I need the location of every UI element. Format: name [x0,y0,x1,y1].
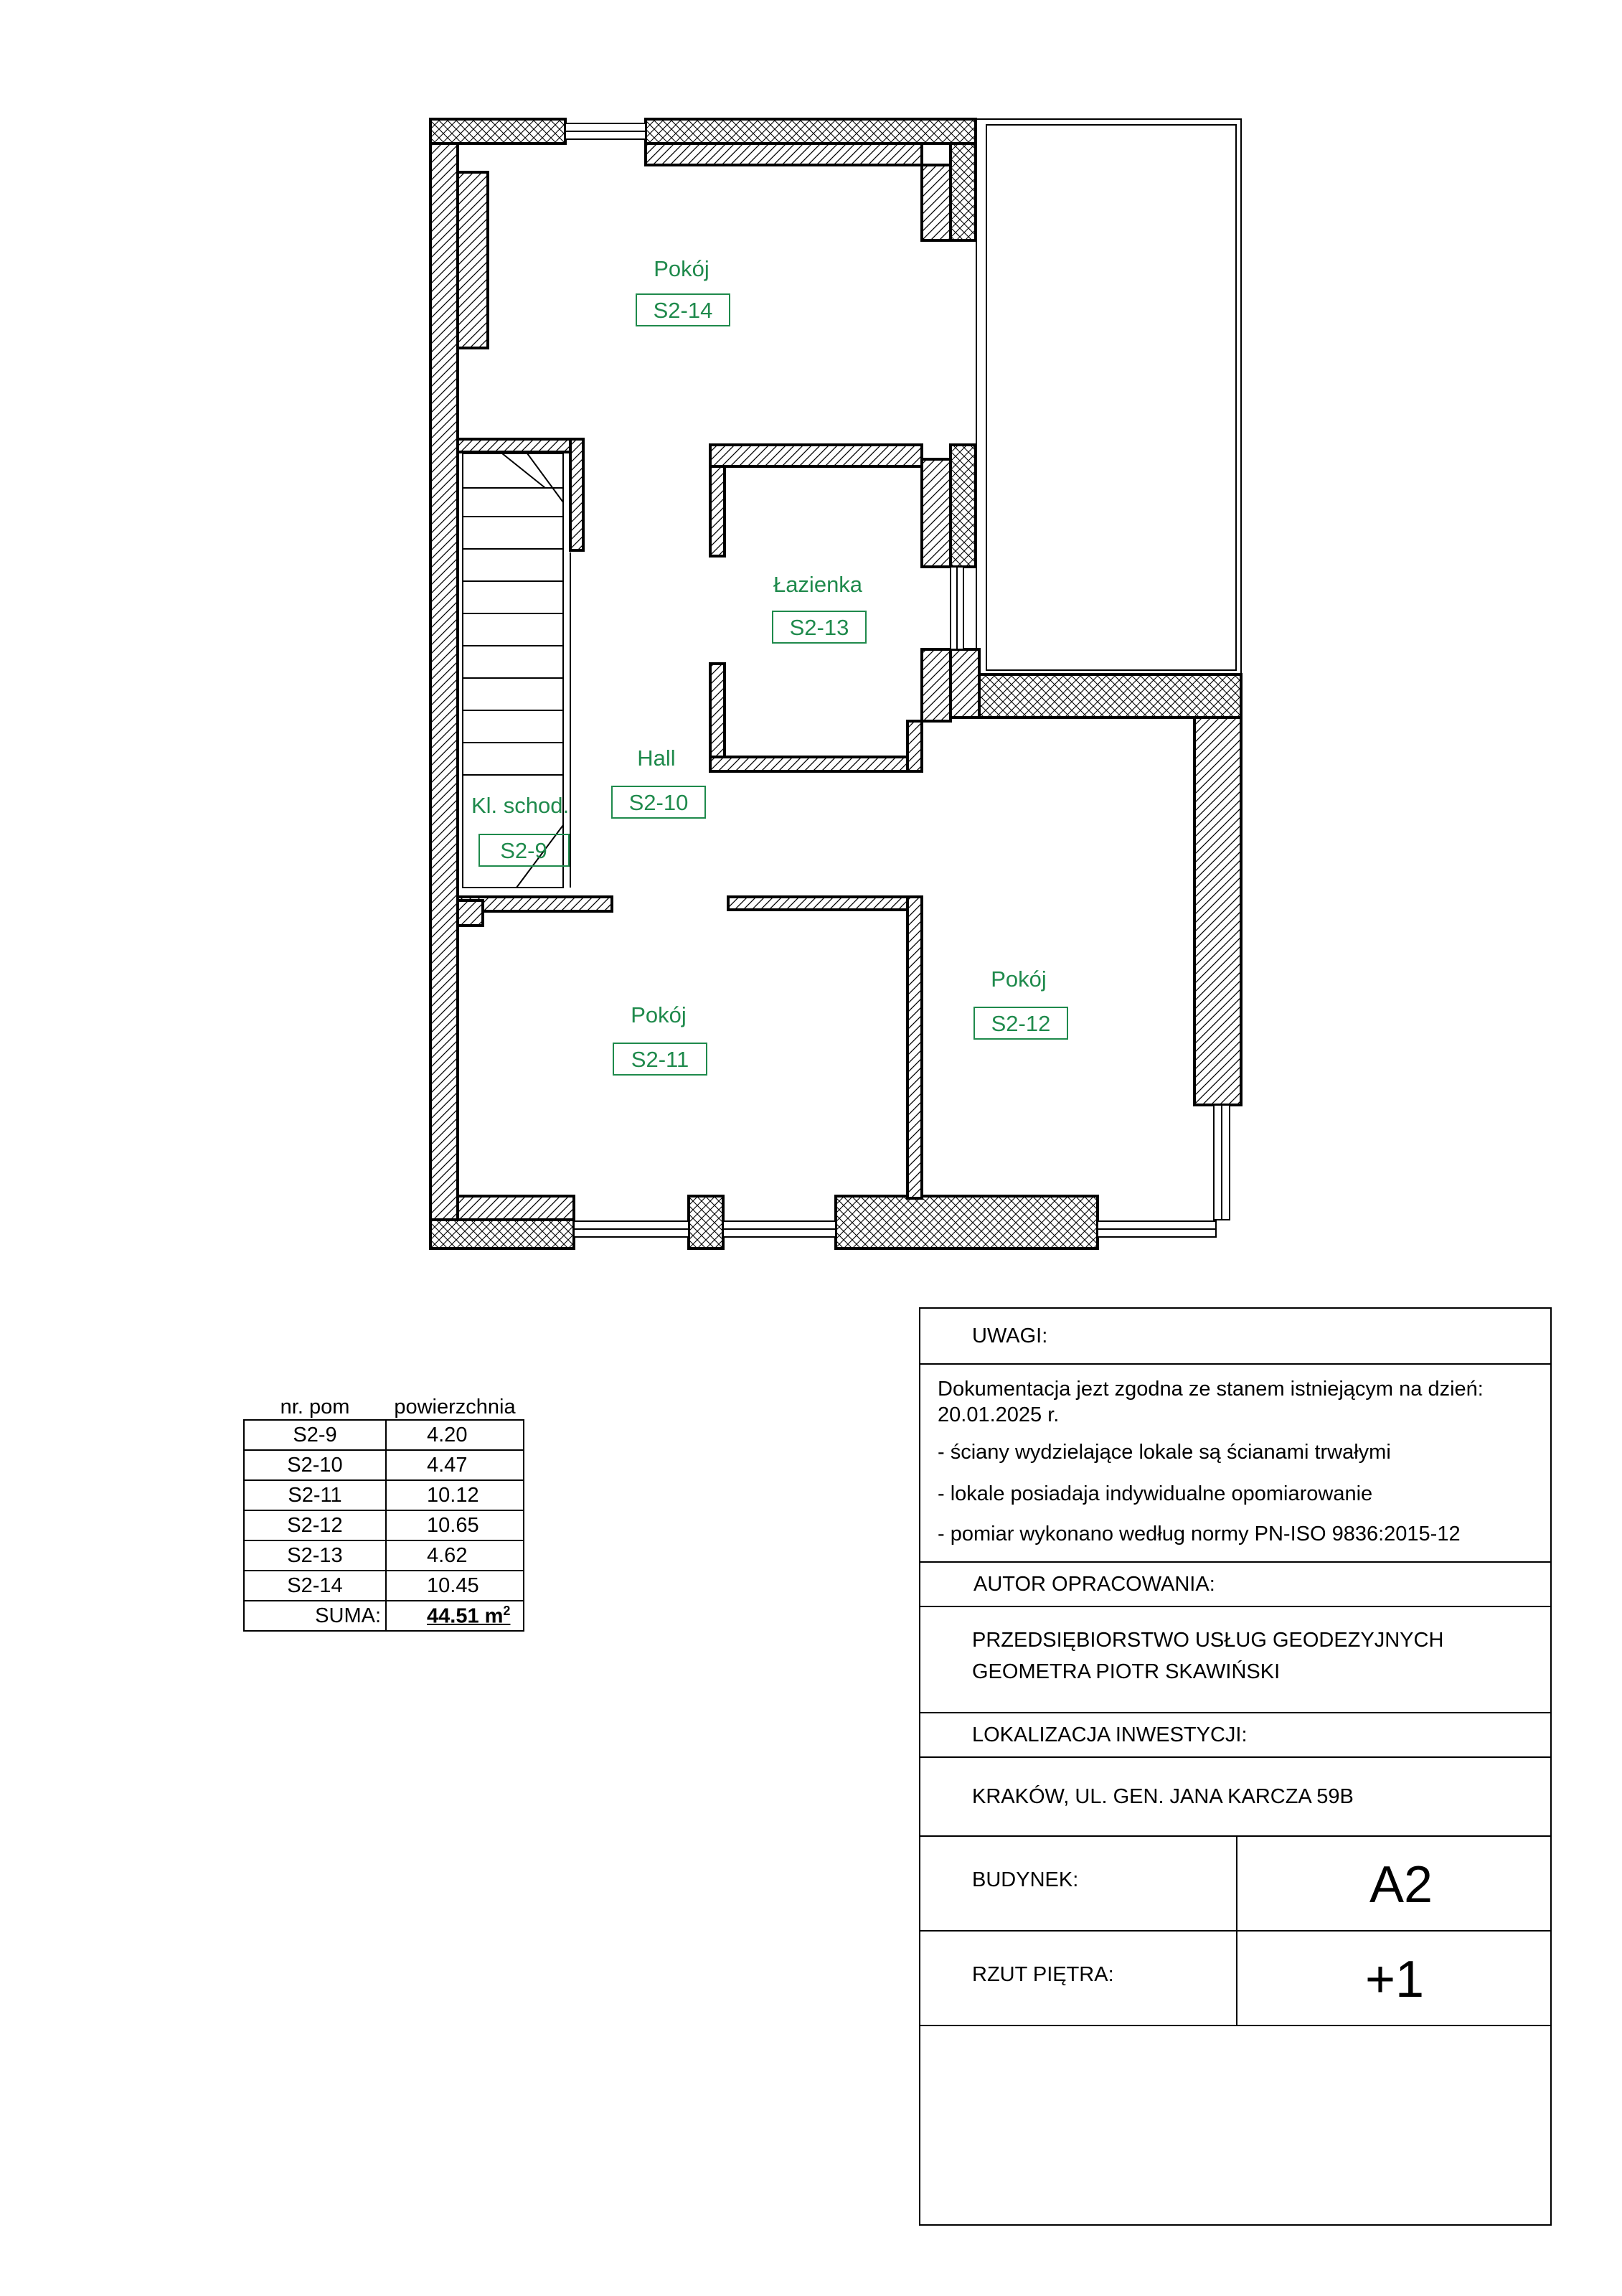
sum-value-cell [386,1601,524,1631]
uwagi-content [920,1365,1550,1563]
room-name: Pokój [654,256,709,281]
table-row [244,1510,524,1540]
outer-walls [430,119,1241,1248]
room-code: S2-13 [789,615,849,640]
room-name: Pokój [991,966,1047,992]
rzut-value: +1 [1365,1951,1425,2008]
column-divider [1236,1932,1237,2025]
header-nr-pom: nr. pom [280,1396,350,1418]
budynek-label: BUDYNEK: [972,1868,1079,1891]
room-label-s2-12 [974,966,1067,1039]
room-area: 10.12 [386,1480,524,1510]
room-name: Łazienka [773,572,863,597]
room-label-s2-11 [613,1002,707,1075]
room-code: S2-11 [631,1047,689,1072]
uwagi-line: 20.01.2025 r. [938,1403,1060,1426]
budynek-row [920,1837,1550,1932]
terrace-outline [976,119,1241,674]
room-code: S2-10 [628,790,689,815]
room-area: 4.62 [386,1540,524,1571]
lokalizacja-header [920,1713,1550,1758]
sum-unit-sup: 2 [503,1603,511,1618]
sum-row [244,1601,524,1631]
uwagi-line: Dokumentacja jezt zgodna ze stanem istniejącym na dzień: [938,1378,1484,1401]
table-row [244,1420,524,1450]
lokalizacja-value: KRAKÓW, UL. GEN. JANA KARCZA 59B [972,1785,1354,1808]
table-row [244,1540,524,1571]
budynek-value: A2 [1369,1856,1433,1914]
lokalizacja-content [920,1758,1550,1837]
room-number: S2-11 [244,1480,386,1510]
room-label-s2-14 [636,256,730,326]
uwagi-header [920,1309,1550,1365]
room-area: 4.20 [386,1420,524,1450]
uwagi-label: UWAGI: [972,1325,1048,1347]
sum-value: 44.51 m [427,1604,504,1628]
room-area: 10.65 [386,1510,524,1540]
room-number: S2-9 [244,1420,386,1450]
room-name: Pokój [631,1002,687,1027]
room-number: S2-12 [244,1510,386,1540]
rzut-row [920,1932,1550,2026]
column-divider [1236,1837,1237,1930]
title-block [919,1307,1552,2226]
uwagi-line: - lokale posiadaja indywidualne opomiarowanie [938,1482,1373,1505]
lokalizacja-label: LOKALIZACJA INWESTYCJI: [972,1723,1248,1746]
header-powierzchnia: powierzchnia [394,1396,516,1418]
uwagi-line: - pomiar wykonano według normy PN-ISO 9836:2015-12 [938,1523,1461,1545]
room-code: S2-14 [653,298,713,323]
uwagi-line: - ściany wydzielające lokale są ścianami trwałymi [938,1441,1391,1464]
room-name: Kl. schod. [471,793,570,818]
room-area: 4.47 [386,1450,524,1480]
table-row [244,1450,524,1480]
room-label-s2-10 [612,745,705,818]
staircase [463,453,570,888]
autor-content [920,1607,1550,1713]
table-row [244,1480,524,1510]
room-label-s2-13 [773,572,866,643]
table-row [244,1571,524,1601]
autor-label: AUTOR OPRACOWANIA: [973,1573,1215,1596]
autor-line: GEOMETRA PIOTR SKAWIŃSKI [972,1660,1281,1683]
sum-label: SUMA: [244,1601,386,1631]
room-number: S2-13 [244,1540,386,1571]
room-number: S2-14 [244,1571,386,1601]
autor-line: PRZEDSIĘBIORSTWO USŁUG GEODEZYJNYCH [972,1629,1444,1652]
area-table [243,1392,524,1632]
rzut-label: RZUT PIĘTRA: [972,1963,1114,1986]
autor-header [920,1563,1550,1607]
room-name: Hall [637,745,676,771]
room-code: S2-9 [500,838,547,863]
room-label-s2-9 [471,793,569,866]
room-number: S2-10 [244,1450,386,1480]
room-area: 10.45 [386,1571,524,1601]
room-code: S2-12 [991,1011,1051,1036]
